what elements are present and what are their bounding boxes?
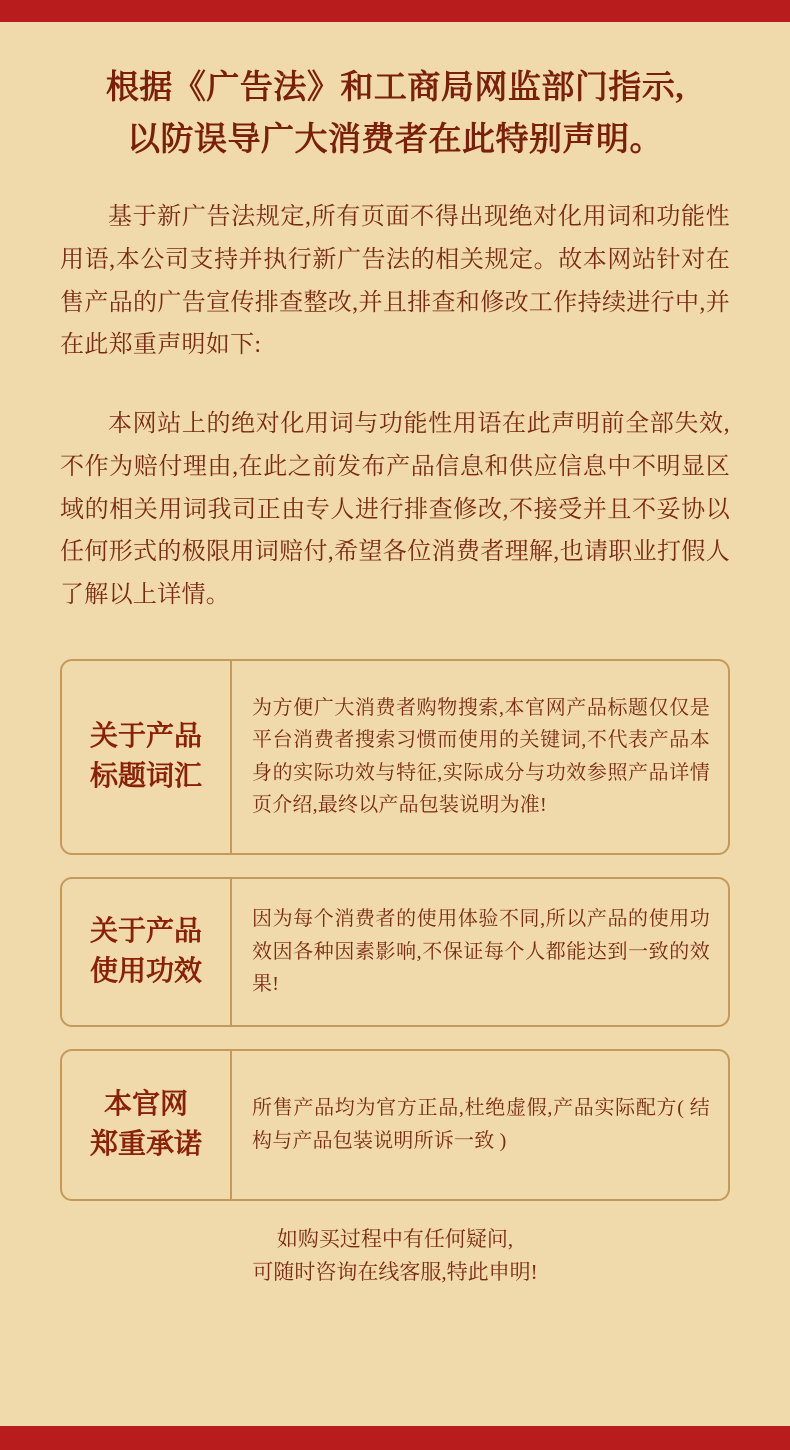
card-product-title-terms (60, 659, 730, 855)
bottom-decorative-bar (0, 1426, 790, 1450)
card-product-efficacy (60, 877, 730, 1027)
card-title-block (62, 1051, 232, 1199)
card-title-line-2: 使用功效 (89, 955, 202, 987)
footer-note (60, 1223, 730, 1290)
card-official-promise (60, 1049, 730, 1201)
card-title-block (62, 661, 232, 853)
footer-note-line-2: 可随时咨询在线客服,特此申明! (252, 1260, 538, 1285)
statement-paragraph-2: 本网站上的绝对化用词与功能性用语在此声明前全部失效,不作为赔付理由,在此之前发布产品信息和供应信息中不明显区域的相关用词我司正由专人进行排查修改,不接受并且不妥协以任何形式的极限用词赔付,希望各位消费者理解,也请职业打假人了解以上详情。 (60, 411, 730, 608)
page-title-line-1: 根据《广告法》和工商局网监部门指示, (105, 70, 685, 106)
card-title-line-2: 郑重承诺 (89, 1128, 202, 1160)
card-title-line-1: 关于产品 (89, 720, 202, 752)
statement-paragraph-1: 基于新广告法规定,所有页面不得出现绝对化用词和功能性用语,本公司支持并执行新广告法的相关规定。故本网站针对在售产品的广告宣传排查整改,并且排查和修改工作持续进行中,并在此郑重声明如下: (60, 204, 730, 359)
page-title-line-2: 以防误导广大消费者在此特别声明。 (127, 122, 663, 159)
top-decorative-bar (0, 0, 790, 22)
card-title-block (62, 879, 232, 1025)
card-body-text: 为方便广大消费者购物搜索,本官网产品标题仅仅是平台消费者搜索习惯而使用的关键词,不代表产品本身的实际功效与特征,实际成分与功效参照产品详情页介绍,最终以产品包装说明为准! (252, 696, 710, 817)
card-title-line-2: 标题词汇 (89, 760, 202, 792)
statement-content (0, 22, 790, 1426)
card-body-text: 因为每个消费者的使用体验不同,所以产品的使用功效因各种因素影响,不保证每个人都能达到一致的效果! (252, 908, 710, 995)
card-title-line-1: 本官网 (103, 1088, 188, 1120)
footer-note-line-1: 如购买过程中有任何疑问, (276, 1226, 514, 1251)
card-title-line-1: 关于产品 (89, 915, 202, 947)
statement-cards (60, 659, 730, 1201)
card-body-text: 所售产品均为官方正品,杜绝虚假,产品实际配方( 结构与产品包装说明所诉一致 ) (252, 1097, 710, 1152)
page-title (60, 62, 730, 166)
